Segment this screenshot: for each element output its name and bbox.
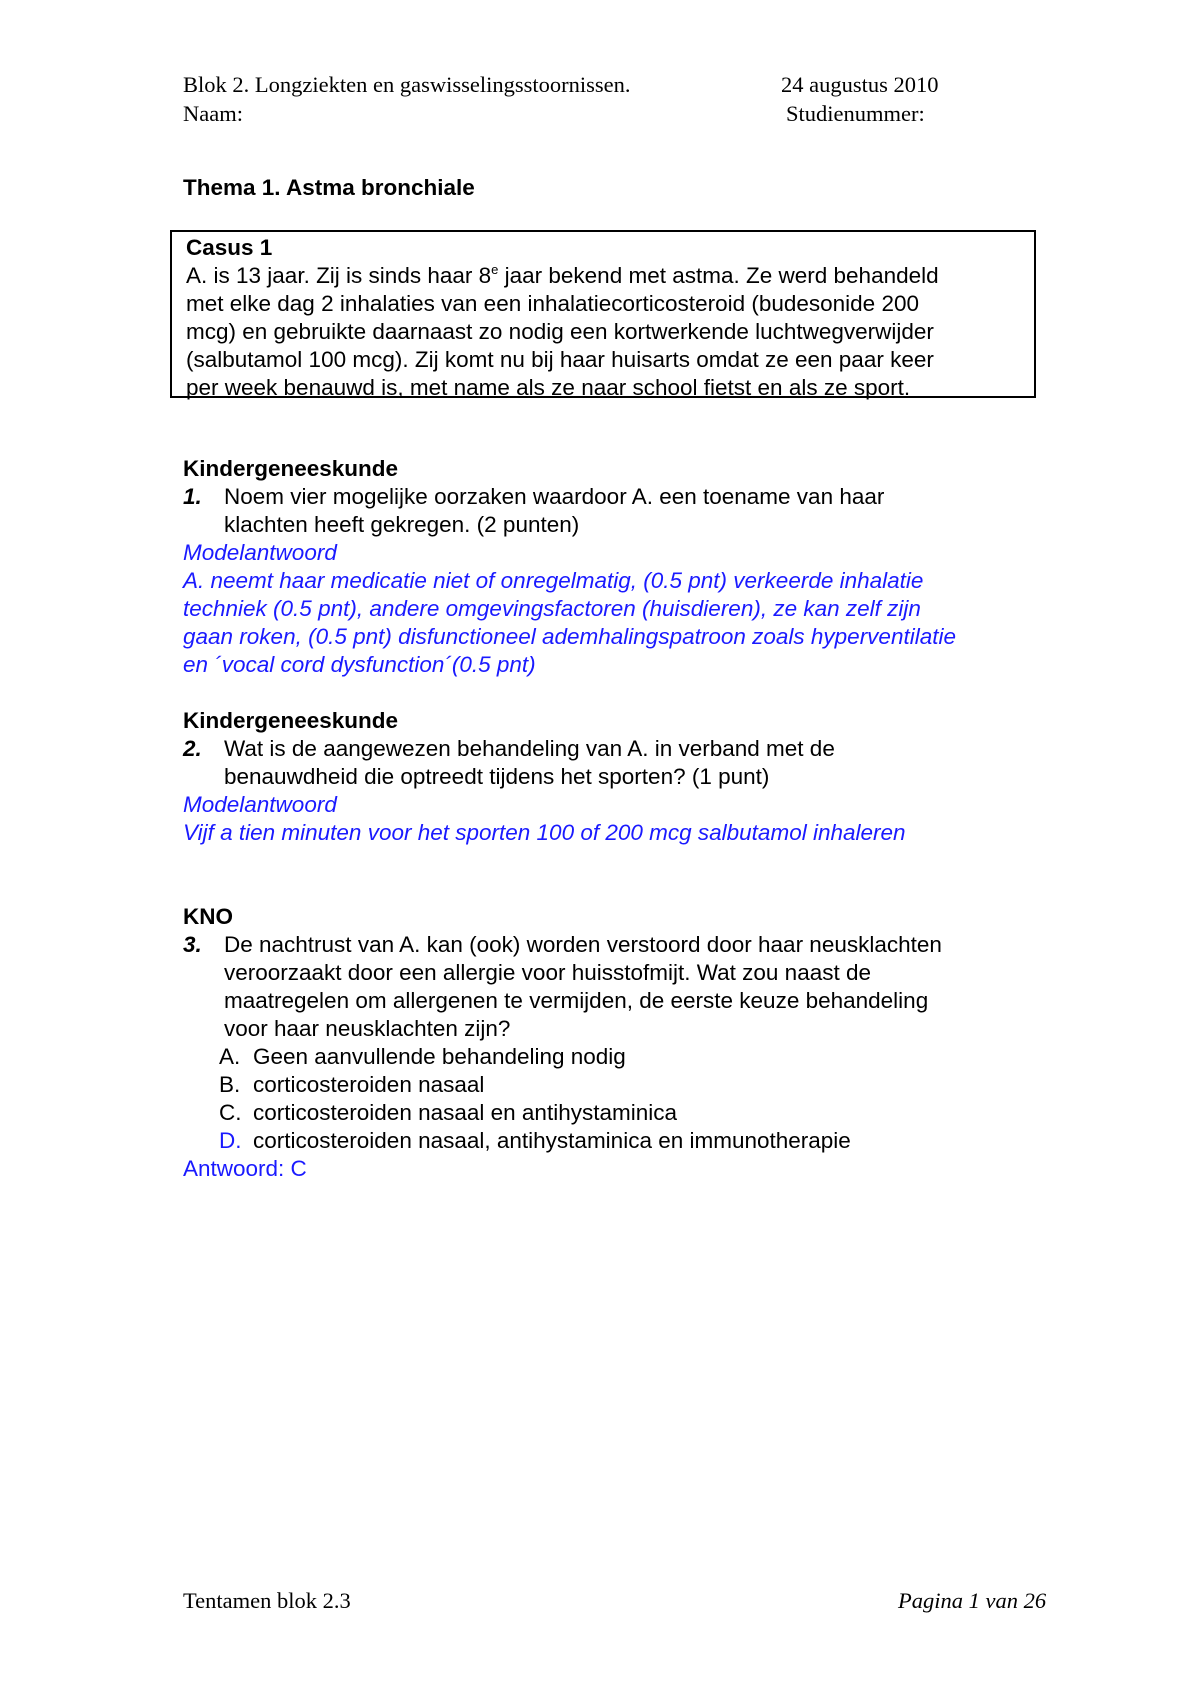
footer-page-number: Pagina 1 van 26	[898, 1588, 1047, 1613]
option-letter: B.	[219, 1072, 241, 1097]
case-line-1-superscript: e	[491, 262, 499, 277]
question-text-line: De nachtrust van A. kan (ook) worden verstoord door haar neusklachten	[224, 932, 942, 957]
option-letter: C.	[219, 1100, 242, 1125]
question-text-line: klachten heeft gekregen. (2 punten)	[224, 512, 580, 537]
section-title: Kindergeneeskunde	[183, 708, 399, 733]
section-title: Kindergeneeskunde	[183, 456, 399, 481]
model-answer-label: Modelantwoord	[183, 540, 337, 565]
case-box	[170, 230, 1036, 398]
option-letter: D.	[219, 1128, 242, 1153]
option-d	[219, 1127, 1019, 1155]
question-number: 1.	[183, 484, 202, 509]
question-text-line: benauwdheid die optreedt tijdens het sporten? (1 punt)	[224, 764, 770, 789]
case-line-4: (salbutamol 100 mcg). Zij komt nu bij haar huisarts omdat ze een paar keer	[186, 347, 934, 372]
question-block	[183, 707, 1053, 847]
model-answer-line: techniek (0.5 pnt), andere omgevingsfactoren (huisdieren), ze kan zelf zijn	[183, 596, 921, 621]
section-title: KNO	[183, 904, 233, 929]
case-line-3: mcg) en gebruikte daarnaast zo nodig een kortwerkende luchtwegverwijder	[186, 319, 934, 344]
question-text-line: veroorzaakt door een allergie voor huisstofmijt. Wat zou naast de	[224, 960, 871, 985]
answer-key: Antwoord: C	[183, 1156, 307, 1181]
question-text-line: Noem vier mogelijke oorzaken waardoor A. een toename van haar	[224, 484, 885, 509]
option-text: corticosteroiden nasaal, antihystaminica en immunotherapie	[253, 1128, 851, 1153]
header-student-number-label: Studienummer:	[786, 101, 925, 126]
model-answer-label: Modelantwoord	[183, 792, 337, 817]
question-block	[183, 455, 1053, 675]
option-b	[219, 1071, 1019, 1099]
model-answer-line: gaan roken, (0.5 pnt) disfunctioneel ademhalingspatroon zoals hyperventilatie	[183, 624, 956, 649]
question-text-line: maatregelen om allergenen te vermijden, de eerste keuze behandeling	[224, 988, 929, 1013]
case-line-2: met elke dag 2 inhalaties van een inhalatiecorticosteroid (budesonide 200	[186, 291, 919, 316]
case-title: Casus 1	[186, 235, 273, 260]
model-answer-line: Vijf a tien minuten voor het sporten 100 of 200 mcg salbutamol inhaleren	[183, 820, 906, 845]
option-text: corticosteroiden nasaal en antihystaminica	[253, 1100, 677, 1125]
case-line-5: per week benauwd is, met name als ze naar school fietst en als ze sport.	[186, 375, 911, 400]
option-c	[219, 1099, 1019, 1127]
question-text-line: voor haar neusklachten zijn?	[224, 1016, 511, 1041]
question-number: 2.	[183, 736, 202, 761]
model-answer-line: en ´vocal cord dysfunction´(0.5 pnt)	[183, 652, 536, 677]
option-a	[219, 1043, 1019, 1071]
model-answer-line: A. neemt haar medicatie niet of onregelmatig, (0.5 pnt) verkeerde inhalatie	[183, 568, 924, 593]
case-line-1: A. is 13 jaar. Zij is sinds haar 8e jaar bekend met astma. Ze werd behandeld	[186, 262, 939, 288]
option-letter: A.	[219, 1044, 241, 1069]
option-text: Geen aanvullende behandeling nodig	[253, 1044, 626, 1069]
question-block	[183, 903, 1053, 1193]
question-number: 3.	[183, 932, 202, 957]
header-course: Blok 2. Longziekten en gaswisselingsstoornissen.	[183, 72, 631, 97]
header-name-label: Naam:	[183, 101, 243, 126]
theme-title: Thema 1. Astma bronchiale	[183, 175, 475, 200]
option-text: corticosteroiden nasaal	[253, 1072, 485, 1097]
header-date: 24 augustus 2010	[781, 72, 939, 97]
footer-left: Tentamen blok 2.3	[183, 1588, 351, 1613]
question-text-line: Wat is de aangewezen behandeling van A. in verband met de	[224, 736, 835, 761]
